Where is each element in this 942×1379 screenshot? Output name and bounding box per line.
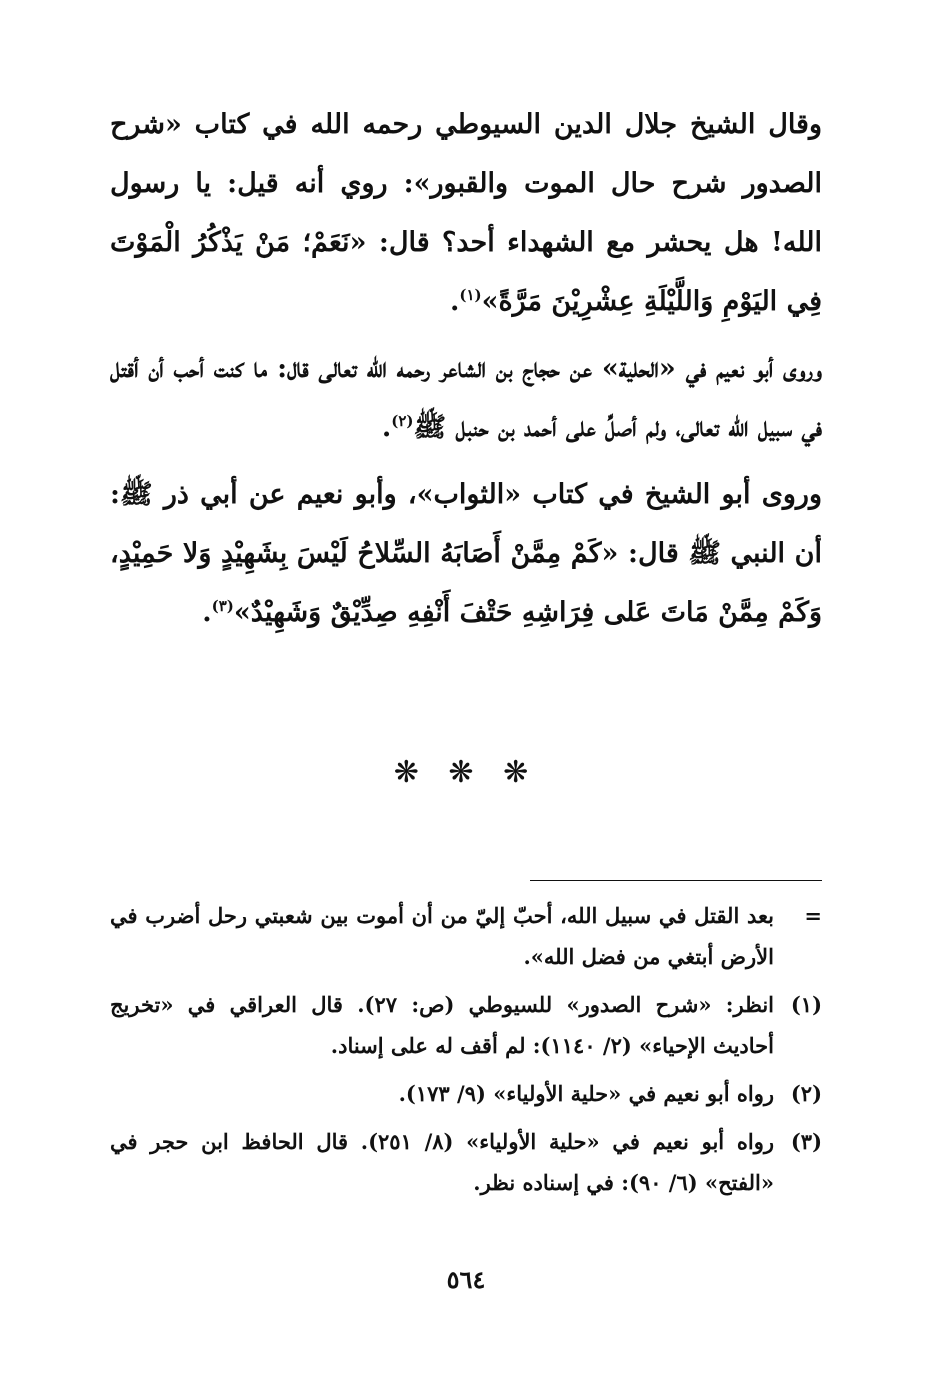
footnote-2 [110, 1073, 822, 1114]
footnote-3 [110, 1121, 822, 1203]
footnote-1 [110, 984, 822, 1066]
footnotes [110, 895, 822, 1210]
paragraph-3-end: . [202, 597, 212, 628]
footnote-marker: (٣) [790, 1129, 822, 1154]
footnote-marker: (١) [790, 992, 822, 1017]
footnote-ref-1: (١) [459, 286, 482, 304]
footnote-marker: (٢) [790, 1081, 822, 1106]
paragraph-1-end: . [449, 286, 460, 317]
paragraph-1-text: وقال الشيخ جلال الدين السيوطي رحمه الله في كتاب «شرح الصدور شرح حال الموت والقبور»: روي أنه قيل: يا رسول الله! هل يحشر مع الشهداء أحد؟ قال: «نَعَمْ؛ مَنْ يَذْكُرُ الْمَوْتَ فِي اليَوْمِ وَاللَّيْلَةِ عِشْرِيْنَ مَرَّةً» [110, 109, 822, 317]
page-number: ٥٦٤ [446, 1265, 486, 1294]
footnote-text: بعد القتل في سبيل الله، أحبّ إليّ من أن أموت بين شعبتي رحل أضرب في الأرض أبتغي من فضل الله». [110, 903, 774, 969]
body-paragraph-2 [110, 339, 822, 457]
footnote-continuation [110, 895, 822, 977]
section-separator: ❋ ❋ ❋ [393, 755, 539, 790]
footnote-divider [530, 880, 822, 881]
book-page [110, 95, 822, 1315]
footnote-marker: = [804, 903, 822, 928]
body-paragraph-1 [110, 95, 822, 331]
body-paragraph-3 [110, 465, 822, 642]
footnote-text: رواه أبو نعيم في «حلية الأولياء» (٨/ ٢٥١). قال الحافظ ابن حجر في «الفتح» (٦/ ٩٠): في إسناده نظر. [110, 1129, 774, 1195]
footnote-text: انظر: «شرح الصدور» للسيوطي (ص: ٢٧). قال العراقي في «تخريج أحاديث الإحياء» (٢/ ١١٤٠): لم أقف له على إسناد. [110, 992, 774, 1058]
footnote-ref-3: (٣) [211, 597, 234, 615]
paragraph-3-text: وروى أبو الشيخ في كتاب «الثواب»، وأبو نعيم عن أبي ذر ﷺ: أن النبي ﷺ قال: «كَمْ مِمَّنْ أَصَابَهُ السِّلاحُ لَيْسَ بِشَهِيْدٍ وَلا حَمِيْدٍ، وَكَمْ مِمَّنْ مَاتَ عَلى فِرَاشِهِ حَتْفَ أَنْفِهِ صِدِّيْقٌ وَشَهِيْدٌ» [110, 479, 822, 628]
paragraph-2-end: . [381, 412, 392, 443]
footnote-ref-2: (٢) [391, 412, 414, 430]
footnote-text: رواه أبو نعيم في «حلية الأولياء» (٩/ ١٧٣). [398, 1081, 774, 1106]
paragraph-2-text: وروى أبو نعيم في «الحلية» عن حجاج بن الشاعر رحمه الله تعالى قال: ما كنت أحب أن أقتل في سبيل الله تعالى، ولم أصلِّ على أحمد بن حنبل ﷺ [110, 353, 822, 443]
